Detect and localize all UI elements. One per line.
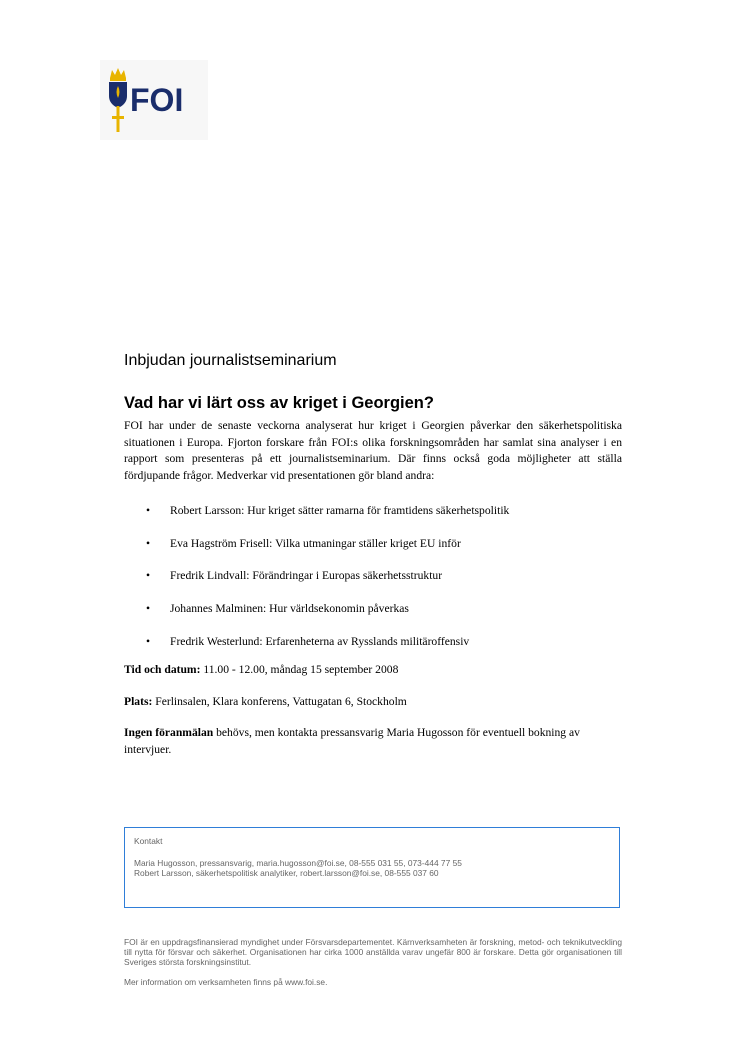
- intro-paragraph: FOI har under de senaste veckorna analyserat hur kriget i Georgien påverkar den säkerhetspolitiska situationen i Europa. Fjorton forskare från FOI:s olika forskningsområden har samlat sina analyser i en rapport som presenteras på ett journalistseminarium. Där finns också goda möjligheter att ställa fördjupande frågor. Medverkar vid presentationen gör bland andra:: [124, 419, 622, 482]
- contact-line: Maria Hugosson, pressansvarig, maria.hugosson@foi.se, 08-555 031 55, 073-444 77 55: [134, 858, 462, 868]
- registration-label: Ingen föranmälan: [124, 726, 214, 739]
- speaker-text: Fredrik Lindvall: Förändringar i Europas säkerhetsstruktur: [170, 569, 443, 583]
- bullet-icon: •: [146, 569, 151, 583]
- bullet-icon: •: [146, 536, 151, 550]
- registration-value: behövs, men kontakta pressansvarig Maria Hugosson för eventuell bokning av intervjuer.: [124, 726, 580, 756]
- list-item: [124, 568, 622, 601]
- document-heading: Vad har vi lärt oss av kriget i Georgien?: [124, 394, 434, 412]
- list-item: [124, 536, 622, 569]
- speaker-text: Eva Hagström Frisell: Vilka utmaningar ställer kriget EU inför: [170, 536, 461, 550]
- speaker-list: [124, 503, 622, 666]
- bullet-icon: •: [146, 602, 151, 616]
- contact-box: [124, 827, 620, 908]
- contact-line: Robert Larsson, säkerhetspolitisk analytiker, robert.larsson@foi.se, 08-555 037 60: [134, 868, 439, 878]
- time-value: 11.00 - 12.00, måndag 15 september 2008: [200, 663, 399, 676]
- list-item: [124, 503, 622, 536]
- location: [124, 693, 622, 710]
- bullet-icon: •: [146, 504, 151, 517]
- footer-about: FOI är en uppdragsfinansierad myndighet under Försvarsdepartementet. Kärnverksamheten är forskning, metod- och teknikutveckling till nytta för försvar och säkerhet. Organisationen har cirka 1000 anställda varav ungefär 800 är forskare. Detta gör organisationen till Sveriges största forskningsinstitut.: [124, 937, 622, 967]
- speaker-text: Fredrik Westerlund: Erfarenheterna av Rysslands militäroffensiv: [170, 634, 470, 648]
- speaker-text: Robert Larsson: Hur kriget sätter ramarna för framtidens säkerhetspolitik: [170, 504, 510, 517]
- logo-text: FOI: [130, 82, 184, 118]
- contact-title: Kontakt: [134, 836, 163, 846]
- crown-torch-icon: [106, 66, 130, 134]
- foi-logo: [100, 60, 208, 140]
- footer-more-info: Mer information om verksamheten finns på www.foi.se.: [124, 977, 328, 987]
- speaker-text: Johannes Malminen: Hur världsekonomin påverkas: [170, 602, 409, 616]
- place-value: Ferlinsalen, Klara konferens, Vattugatan 6, Stockholm: [152, 695, 407, 708]
- time-label: Tid och datum:: [124, 663, 201, 676]
- time-and-date: [124, 661, 622, 678]
- registration-note: [124, 724, 622, 758]
- list-item: [124, 601, 622, 634]
- bullet-icon: •: [146, 634, 151, 648]
- place-label: Plats:: [124, 695, 153, 708]
- document-subtitle: Inbjudan journalistseminarium: [124, 352, 337, 369]
